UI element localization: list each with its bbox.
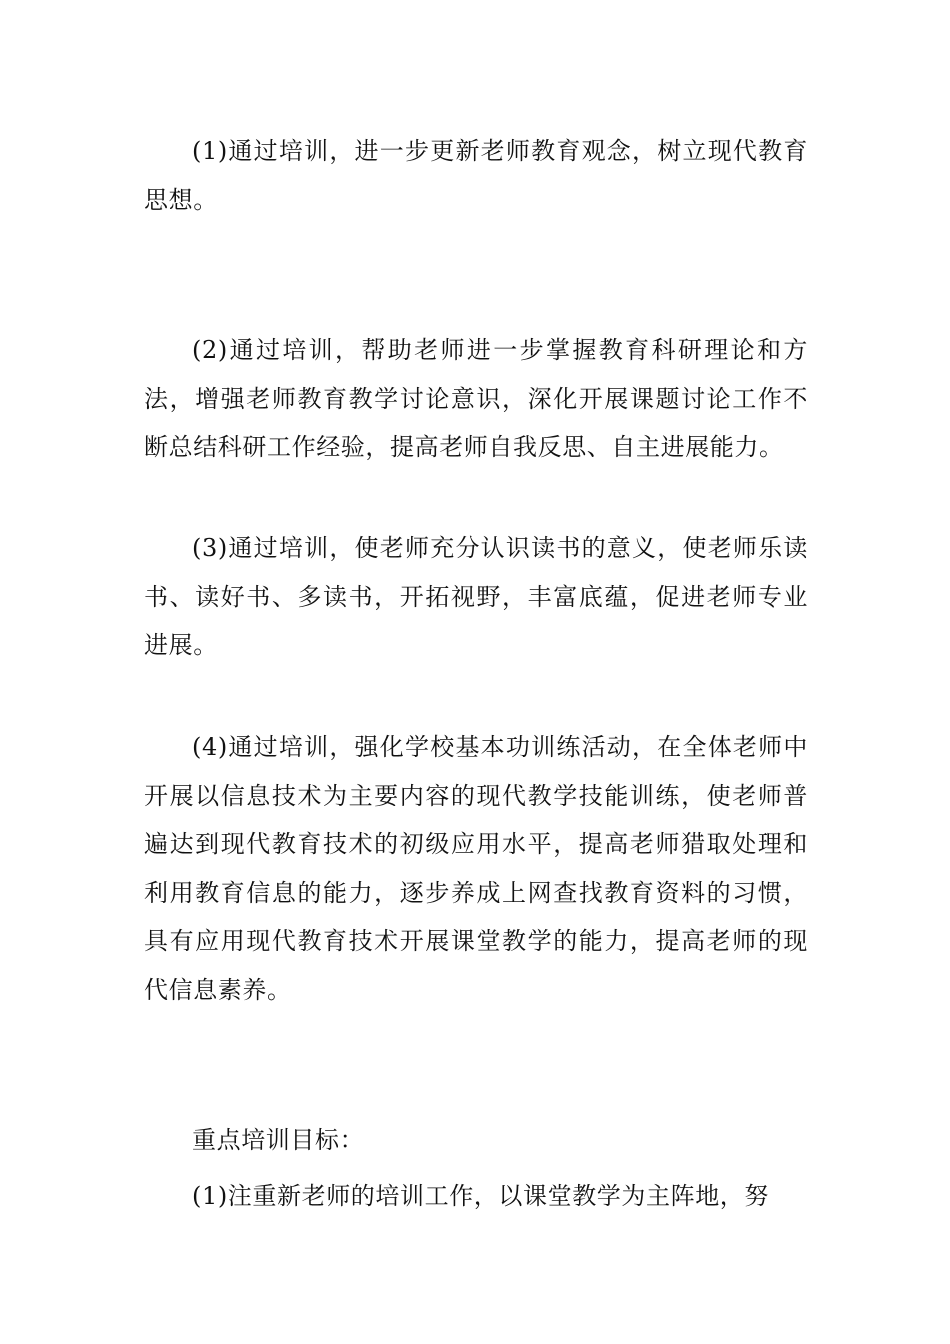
paragraph-goal-1: (1)通过培训，进一步更新老师教育观念，树立现代教育思想。 [144,137,808,214]
paragraph-goal-4: (4)通过培训，强化学校基本功训练活动，在全体老师中开展以信息技术为主要内容的现代教学技能训练，使老师普遍达到现代教育技术的初级应用水平，提高老师猎取处理和利用教育信息的能力，逐步养成上网查找教育资料的习惯，具有应用现代教育技术开展课堂教学的能力，提高老师的现代信息素养。 [144,733,808,1004]
paragraph-goal-2: (2)通过培训，帮助老师进一步掌握教育科研理论和方法，增强老师教育教学讨论意识，深化开展课题讨论工作不断总结科研工作经验，提高老师自我反思、自主进展能力。 [144,336,808,461]
paragraph-goal-3: (3)通过培训，使老师充分认识读书的意义，使老师乐读书、读好书、多读书，开拓视野，丰富底蕴，促进老师专业进展。 [144,534,808,659]
section-heading-key-goals: 重点培训目标： [192,1126,365,1154]
paragraph-key-goal-1: (1)注重新老师的培训工作，以课堂教学为主阵地，努 [192,1182,769,1210]
